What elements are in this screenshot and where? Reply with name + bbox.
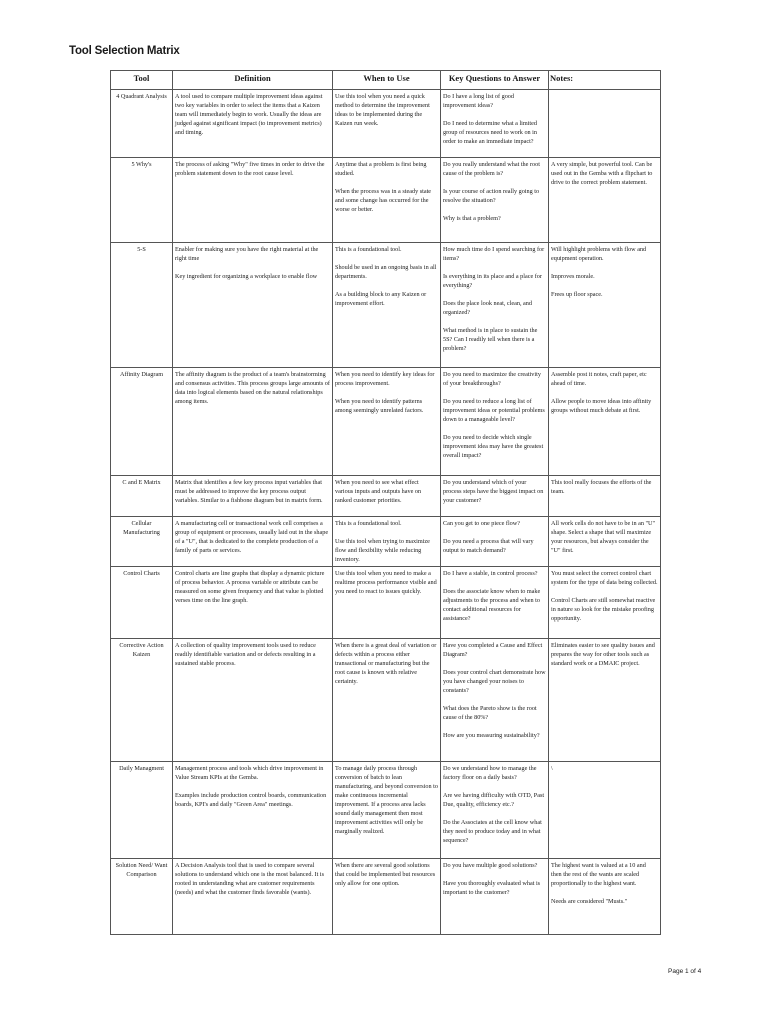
definition-paragraph: Management process and tools which drive improvement in Value Stream KPIs at the Gemba.: [175, 765, 324, 781]
cell-questions: [441, 476, 549, 517]
notes-paragraph: The highest want is valued at a 10 and then the rest of the wants are scaled proportionally to the highest want.: [551, 862, 646, 887]
when-paragraph: Use this tool when you need a quick method to determine the improvement ideas to be implemented during the Kaizen run week.: [335, 93, 430, 127]
definition-paragraph: Examples include production control boards, communication boards, KPI's and daily "Green Area" meetings.: [175, 792, 327, 808]
cell-when: [333, 859, 441, 935]
questions-paragraph: How much time do I spend searching for items?: [443, 246, 545, 262]
cell-when: [333, 90, 441, 158]
cell-definition: [173, 90, 333, 158]
questions-paragraph: Do I have a stable, in control process?: [443, 570, 538, 577]
questions-paragraph: Do we understand how to manage the factory floor on a daily basis?: [443, 765, 537, 781]
questions-paragraph: Do I need to determine what a limited group of resources need to work on in order to make an immediate impact?: [443, 120, 537, 145]
cell-questions: [441, 158, 549, 243]
definition-paragraph: The affinity diagram is the product of a team's brainstorming and consensus activities. This process groups large amounts of data into logical elements based on the natural relationships among items.: [175, 371, 330, 405]
tool-selection-table: [110, 70, 661, 935]
table-row: [111, 90, 661, 158]
cell-when: [333, 567, 441, 639]
questions-paragraph: Have you thoroughly evaluated what is important to the customer?: [443, 880, 541, 896]
cell-questions: [441, 639, 549, 762]
notes-paragraph: Eliminates easier to see quality issues and prepares the way for other tools such as standard work or a DMAIC project.: [551, 642, 655, 667]
definition-paragraph: Enabler for making sure you have the right material at the right time: [175, 246, 319, 262]
cell-tool: Affinity Diagram: [111, 368, 173, 476]
table-row: [111, 158, 661, 243]
cell-when: [333, 517, 441, 567]
definition-paragraph: A manufacturing cell or transactional work cell comprises a group of equipment or processes, usually laid out in the shape of a "U", that is dedicated to the complete production of a family of parts or services.: [175, 520, 329, 554]
definition-paragraph: The process of asking "Why" five times in order to drive the problem statement down to the root cause level.: [175, 161, 325, 177]
cell-definition: [173, 639, 333, 762]
questions-paragraph: Do you really understand what the root cause of the problem is?: [443, 161, 540, 177]
cell-questions: [441, 517, 549, 567]
notes-paragraph: Improves morale.: [551, 273, 595, 280]
questions-paragraph: Why is that a problem?: [443, 215, 501, 222]
questions-paragraph: Can you get to one piece flow?: [443, 520, 520, 527]
when-paragraph: Use this tool when you need to make a realtime process performance visible and you need to react to issues quickly.: [335, 570, 437, 595]
cell-notes: [549, 762, 661, 859]
notes-paragraph: Allow people to move ideas into affinity groups without much debate at first.: [551, 398, 652, 414]
questions-paragraph: Do you need a process that will vary output to match demand?: [443, 538, 534, 554]
cell-notes: [549, 517, 661, 567]
cell-notes: [549, 859, 661, 935]
table-row: [111, 517, 661, 567]
cell-definition: [173, 476, 333, 517]
cell-notes: [549, 243, 661, 368]
cell-definition: [173, 368, 333, 476]
notes-paragraph: \: [551, 765, 553, 772]
table-body: [111, 90, 661, 935]
cell-notes: [549, 476, 661, 517]
page-number: Page 1 of 4: [668, 968, 702, 975]
questions-paragraph: Do you understand which of your process steps have the biggest impact on your customer?: [443, 479, 544, 504]
questions-paragraph: What does the Pareto show is the root cause of the 80%?: [443, 705, 537, 721]
questions-paragraph: Is your course of action really going to resolve the situation?: [443, 188, 540, 204]
cell-questions: [441, 90, 549, 158]
cell-questions: [441, 567, 549, 639]
when-paragraph: To manage daily process through conversion of batch to lean manufacturing, and beyond conversion to make continuous incremental improvement. If a process area lacks sound daily management then most improvement activities will only be marginally realized.: [335, 765, 438, 835]
questions-paragraph: How are you measuring sustainability?: [443, 732, 540, 739]
when-paragraph: When you need to see what effect various inputs and outputs have on ranked customer priorities.: [335, 479, 422, 504]
when-paragraph: Anytime that a problem is first being studied.: [335, 161, 427, 177]
notes-paragraph: Needs are considered "Musts.": [551, 898, 628, 905]
questions-paragraph: Is everything in its place and a place for everything?: [443, 273, 542, 289]
questions-paragraph: Do I have a long list of good improvement ideas?: [443, 93, 514, 109]
cell-when: [333, 368, 441, 476]
table-row: [111, 859, 661, 935]
questions-paragraph: Do you need to maximize the creativity of your breakthroughs?: [443, 371, 541, 387]
table-row: [111, 243, 661, 368]
questions-paragraph: Does the associate know when to make adjustments to the process and when to contact additional resources for assistance?: [443, 588, 541, 622]
table-header-row: [111, 71, 661, 90]
when-paragraph: This is a foundational tool.: [335, 520, 402, 527]
when-paragraph: When the process was in a steady state and some change has occurred for the worse or better.: [335, 188, 432, 213]
notes-paragraph: You must select the correct control chart system for the type of data being collected.: [551, 570, 658, 586]
cell-tool: 5-S: [111, 243, 173, 368]
questions-paragraph: Does the place look neat, clean, and organized?: [443, 300, 532, 316]
cell-questions: [441, 762, 549, 859]
cell-notes: [549, 368, 661, 476]
table-row: [111, 567, 661, 639]
definition-paragraph: Matrix that identifies a few key process input variables that must be addressed to improve the key process output variables. Similar to a fishbone diagram but in matrix form.: [175, 479, 323, 504]
cell-notes: [549, 639, 661, 762]
cell-when: [333, 243, 441, 368]
table-row: [111, 476, 661, 517]
header-key-questions: Key Questions to Answer: [441, 71, 549, 90]
definition-paragraph: A tool used to compare multiple improvement ideas against two key variables in order to select the items that a Kaizen team will immediately begin to work. Usually the ideas are judged against significant impact (to improvement metrics) and timing.: [175, 93, 323, 136]
cell-questions: [441, 243, 549, 368]
header-tool: Tool: [111, 71, 173, 90]
when-paragraph: When you need to identify patterns among seemingly unrelated factors.: [335, 398, 424, 414]
questions-paragraph: Does your control chart demonstrate how you have changed your noises to constants?: [443, 669, 546, 694]
questions-paragraph: Do the Associates at the cell know what they need to produce today and in what sequence?: [443, 819, 542, 844]
notes-paragraph: This tool really focuses the efforts of the team.: [551, 479, 652, 495]
table-row: [111, 762, 661, 859]
questions-paragraph: Do you need to decide which single improvement idea may have the greatest overall impact?: [443, 434, 544, 459]
cell-tool: Solution Need/ Want Comparison: [111, 859, 173, 935]
header-definition: Definition: [173, 71, 333, 90]
cell-tool: Daily Managment: [111, 762, 173, 859]
page-title: Tool Selection Matrix: [69, 45, 180, 57]
cell-notes: [549, 567, 661, 639]
cell-tool: Cellular Manufacturing: [111, 517, 173, 567]
cell-tool: Control Charts: [111, 567, 173, 639]
definition-paragraph: Control charts are line graphs that display a dynamic picture of process behavior. A process variable or attribute can be measured on some given frequency and that value is plotted verses time on the line graph.: [175, 570, 325, 604]
definition-paragraph: A collection of quality improvement tools used to reduce readily identifiable variation and or defects resulting in a sustained stable process.: [175, 642, 316, 667]
questions-paragraph: Have you completed a Cause and Effect Diagram?: [443, 642, 543, 658]
questions-paragraph: Do you have multiple good solutions?: [443, 862, 538, 869]
table-row: [111, 639, 661, 762]
questions-paragraph: Are we having difficulty with OTD, Past Due, quality, efficiency etc.?: [443, 792, 545, 808]
cell-questions: [441, 859, 549, 935]
when-paragraph: When there are several good solutions that could be implemented but resources only allow for one option.: [335, 862, 436, 887]
header-when-to-use: When to Use: [333, 71, 441, 90]
cell-tool: Corrective Action Kaizen: [111, 639, 173, 762]
table-row: [111, 368, 661, 476]
cell-definition: [173, 158, 333, 243]
cell-when: [333, 476, 441, 517]
questions-paragraph: What method is in place to sustain the 5S? Can I readily tell when there is a problem?: [443, 327, 538, 352]
cell-notes: [549, 158, 661, 243]
notes-paragraph: A very simple, but powerful tool. Can be used out in the Gemba with a flipchart to drive to the correct problem statement.: [551, 161, 653, 186]
cell-definition: [173, 567, 333, 639]
cell-definition: [173, 243, 333, 368]
notes-paragraph: All work cells do not have to be in an "U" shape. Select a shape that will maximize your resources, but always consider the "U" first.: [551, 520, 656, 554]
notes-paragraph: Will highlight problems with flow and equipment operation.: [551, 246, 647, 262]
when-paragraph: When there is a great deal of variation or defects within a process either transactional or manufacturing but the root cause is known with relative certainty.: [335, 642, 437, 685]
cell-definition: [173, 762, 333, 859]
when-paragraph: Use this tool when trying to maximize flow and flexibility while reducing inventory.: [335, 538, 430, 563]
cell-tool: C and E Matrix: [111, 476, 173, 517]
notes-paragraph: Control Charts are still somewhat reactive in nature so look for the mistake proofing opportunity.: [551, 597, 656, 622]
questions-paragraph: Do you need to reduce a long list of improvement ideas or potential problems down to a manageable level?: [443, 398, 545, 423]
when-paragraph: When you need to identify key ideas for process improvement.: [335, 371, 435, 387]
definition-paragraph: Key ingredient for organizing a workplace to enable flow: [175, 273, 318, 280]
cell-tool: 4 Quadrant Analysis: [111, 90, 173, 158]
when-paragraph: This is a foundational tool.: [335, 246, 402, 253]
cell-tool: 5 Why's: [111, 158, 173, 243]
cell-when: [333, 762, 441, 859]
cell-when: [333, 639, 441, 762]
cell-definition: [173, 859, 333, 935]
notes-paragraph: Assemble post it notes, craft paper, etc ahead of time.: [551, 371, 647, 387]
when-paragraph: As a building block to any Kaizen or improvement effort.: [335, 291, 427, 307]
header-notes: Notes:: [549, 71, 661, 90]
cell-notes: [549, 90, 661, 158]
cell-questions: [441, 368, 549, 476]
notes-paragraph: Frees up floor space.: [551, 291, 603, 298]
cell-definition: [173, 517, 333, 567]
definition-paragraph: A Decision Analysis tool that is used to compare several solutions to understand which one is the most balanced. It is rooted in understanding what are customer requirements (needs) and what the customer finds favorable (wants).: [175, 862, 324, 896]
when-paragraph: Should be used in an ongoing basis in all departments.: [335, 264, 437, 280]
cell-when: [333, 158, 441, 243]
